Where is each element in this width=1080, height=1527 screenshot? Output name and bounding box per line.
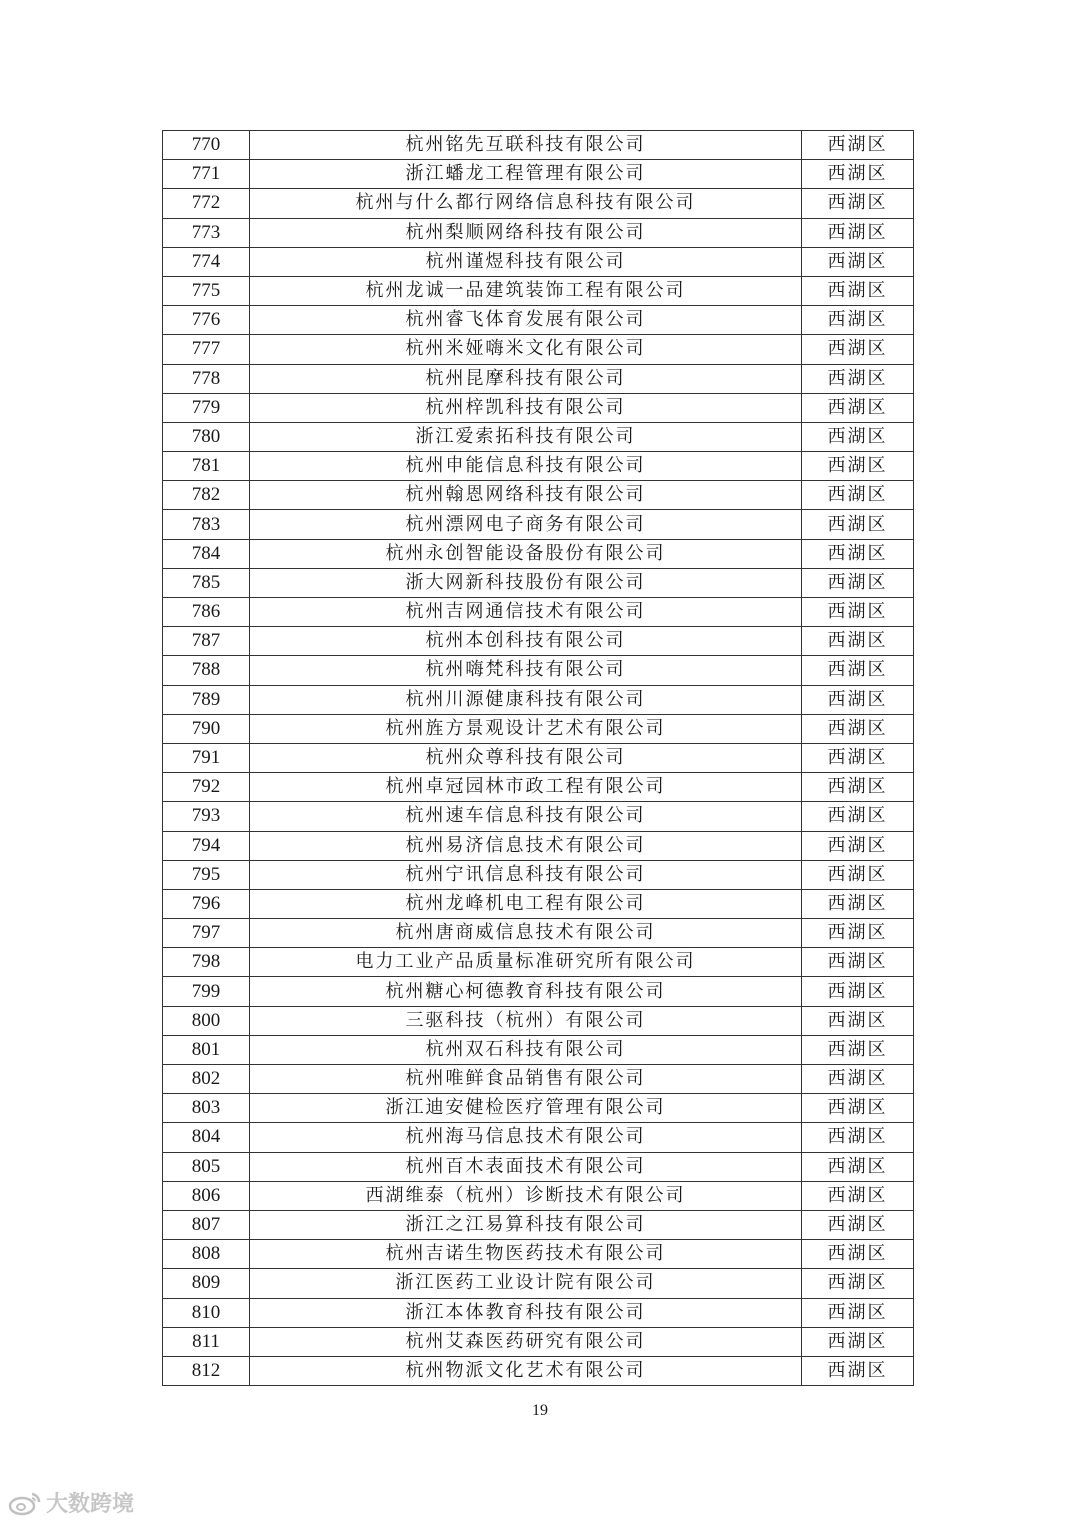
- company-name: 浙江医药工业设计院有限公司: [250, 1269, 802, 1298]
- row-number: 794: [163, 831, 250, 860]
- district: 西湖区: [802, 481, 914, 510]
- row-number: 805: [163, 1152, 250, 1181]
- company-name: 杭州铭先互联科技有限公司: [250, 131, 802, 160]
- company-name: 杭州龙诚一品建筑装饰工程有限公司: [250, 276, 802, 305]
- district: 西湖区: [802, 1006, 914, 1035]
- row-number: 791: [163, 743, 250, 772]
- table-row: [163, 364, 914, 393]
- company-name: 杭州睿飞体育发展有限公司: [250, 306, 802, 335]
- company-name: 杭州糖心柯德教育科技有限公司: [250, 977, 802, 1006]
- district: 西湖区: [802, 1152, 914, 1181]
- row-number: 775: [163, 276, 250, 305]
- district: 西湖区: [802, 1065, 914, 1094]
- district: 西湖区: [802, 1240, 914, 1269]
- district: 西湖区: [802, 1210, 914, 1239]
- company-name: 杭州本创科技有限公司: [250, 627, 802, 656]
- row-number: 788: [163, 656, 250, 685]
- table-row: [163, 1269, 914, 1298]
- district: 西湖区: [802, 889, 914, 918]
- table-row: [163, 306, 914, 335]
- company-name: 杭州申能信息科技有限公司: [250, 452, 802, 481]
- table-row: [163, 160, 914, 189]
- district: 西湖区: [802, 1327, 914, 1356]
- district: 西湖区: [802, 393, 914, 422]
- row-number: 786: [163, 598, 250, 627]
- district: 西湖区: [802, 422, 914, 451]
- table-row: [163, 422, 914, 451]
- company-name: 杭州永创智能设备股份有限公司: [250, 539, 802, 568]
- table-row: [163, 743, 914, 772]
- district: 西湖区: [802, 364, 914, 393]
- company-name: 杭州唐商威信息技术有限公司: [250, 919, 802, 948]
- row-number: 799: [163, 977, 250, 1006]
- row-number: 810: [163, 1298, 250, 1327]
- company-name: 西湖维泰（杭州）诊断技术有限公司: [250, 1181, 802, 1210]
- table-row: [163, 510, 914, 539]
- company-name: 三驱科技（杭州）有限公司: [250, 1006, 802, 1035]
- district: 西湖区: [802, 568, 914, 597]
- district: 西湖区: [802, 919, 914, 948]
- row-number: 778: [163, 364, 250, 393]
- table-row: [163, 568, 914, 597]
- company-name: 杭州旌方景观设计艺术有限公司: [250, 714, 802, 743]
- row-number: 804: [163, 1123, 250, 1152]
- table-row: [163, 1123, 914, 1152]
- district: 西湖区: [802, 1035, 914, 1064]
- row-number: 779: [163, 393, 250, 422]
- table-row: [163, 1152, 914, 1181]
- table-row: [163, 247, 914, 276]
- row-number: 784: [163, 539, 250, 568]
- table-row: [163, 598, 914, 627]
- row-number: 801: [163, 1035, 250, 1064]
- company-name: 杭州卓冠园林市政工程有限公司: [250, 773, 802, 802]
- table-row: [163, 1006, 914, 1035]
- district: 西湖区: [802, 831, 914, 860]
- company-name: 杭州海马信息技术有限公司: [250, 1123, 802, 1152]
- watermark: [8, 1487, 134, 1518]
- row-number: 772: [163, 189, 250, 218]
- row-number: 795: [163, 860, 250, 889]
- table-row: [163, 481, 914, 510]
- table-row: [163, 627, 914, 656]
- district: 西湖区: [802, 598, 914, 627]
- table-row: [163, 977, 914, 1006]
- district: 西湖区: [802, 1356, 914, 1385]
- table-row: [163, 1094, 914, 1123]
- row-number: 812: [163, 1356, 250, 1385]
- table-body: [163, 131, 914, 1386]
- table-row: [163, 131, 914, 160]
- company-name: 杭州宁讯信息科技有限公司: [250, 860, 802, 889]
- district: 西湖区: [802, 189, 914, 218]
- district: 西湖区: [802, 714, 914, 743]
- company-name: 杭州双石科技有限公司: [250, 1035, 802, 1064]
- table-row: [163, 860, 914, 889]
- table-row: [163, 1327, 914, 1356]
- company-name: 杭州物派文化艺术有限公司: [250, 1356, 802, 1385]
- company-name: 浙江迪安健检医疗管理有限公司: [250, 1094, 802, 1123]
- company-name: 杭州吉诺生物医药技术有限公司: [250, 1240, 802, 1269]
- district: 西湖区: [802, 131, 914, 160]
- table-row: [163, 685, 914, 714]
- district: 西湖区: [802, 1298, 914, 1327]
- company-name: 杭州百木表面技术有限公司: [250, 1152, 802, 1181]
- weibo-logo-icon: [8, 1490, 42, 1516]
- row-number: 783: [163, 510, 250, 539]
- district: 西湖区: [802, 1094, 914, 1123]
- table-row: [163, 539, 914, 568]
- company-name: 杭州梓凯科技有限公司: [250, 393, 802, 422]
- district: 西湖区: [802, 977, 914, 1006]
- district: 西湖区: [802, 627, 914, 656]
- company-name: 浙江本体教育科技有限公司: [250, 1298, 802, 1327]
- row-number: 785: [163, 568, 250, 597]
- district: 西湖区: [802, 685, 914, 714]
- district: 西湖区: [802, 276, 914, 305]
- district: 西湖区: [802, 452, 914, 481]
- company-name: 浙大网新科技股份有限公司: [250, 568, 802, 597]
- company-name: 杭州龙峰机电工程有限公司: [250, 889, 802, 918]
- district: 西湖区: [802, 802, 914, 831]
- table-row: [163, 335, 914, 364]
- row-number: 798: [163, 948, 250, 977]
- row-number: 777: [163, 335, 250, 364]
- row-number: 793: [163, 802, 250, 831]
- row-number: 802: [163, 1065, 250, 1094]
- table-row: [163, 919, 914, 948]
- row-number: 771: [163, 160, 250, 189]
- table-row: [163, 452, 914, 481]
- district: 西湖区: [802, 1269, 914, 1298]
- district: 西湖区: [802, 335, 914, 364]
- district: 西湖区: [802, 773, 914, 802]
- table-row: [163, 393, 914, 422]
- row-number: 774: [163, 247, 250, 276]
- table-row: [163, 1035, 914, 1064]
- company-name: 杭州梨顺网络科技有限公司: [250, 218, 802, 247]
- table-row: [163, 773, 914, 802]
- row-number: 803: [163, 1094, 250, 1123]
- company-name: 杭州与什么都行网络信息科技有限公司: [250, 189, 802, 218]
- company-name: 杭州众尊科技有限公司: [250, 743, 802, 772]
- row-number: 800: [163, 1006, 250, 1035]
- page-number: 19: [532, 1402, 548, 1419]
- table-row: [163, 831, 914, 860]
- row-number: 789: [163, 685, 250, 714]
- table-row: [163, 1181, 914, 1210]
- table-row: [163, 1210, 914, 1239]
- company-name: 杭州易济信息技术有限公司: [250, 831, 802, 860]
- row-number: 773: [163, 218, 250, 247]
- row-number: 770: [163, 131, 250, 160]
- row-number: 776: [163, 306, 250, 335]
- table-row: [163, 276, 914, 305]
- row-number: 808: [163, 1240, 250, 1269]
- company-name: 浙江之江易算科技有限公司: [250, 1210, 802, 1239]
- district: 西湖区: [802, 539, 914, 568]
- district: 西湖区: [802, 860, 914, 889]
- district: 西湖区: [802, 948, 914, 977]
- row-number: 781: [163, 452, 250, 481]
- row-number: 792: [163, 773, 250, 802]
- row-number: 782: [163, 481, 250, 510]
- table-row: [163, 802, 914, 831]
- district: 西湖区: [802, 1181, 914, 1210]
- company-name: 浙江爱索拓科技有限公司: [250, 422, 802, 451]
- row-number: 806: [163, 1181, 250, 1210]
- company-table: [162, 130, 914, 1386]
- table-row: [163, 1065, 914, 1094]
- company-name: 杭州漂网电子商务有限公司: [250, 510, 802, 539]
- district: 西湖区: [802, 160, 914, 189]
- company-name: 杭州翰恩网络科技有限公司: [250, 481, 802, 510]
- company-name: 浙江蟠龙工程管理有限公司: [250, 160, 802, 189]
- row-number: 807: [163, 1210, 250, 1239]
- company-name: 电力工业产品质量标准研究所有限公司: [250, 948, 802, 977]
- company-name: 杭州昆摩科技有限公司: [250, 364, 802, 393]
- table-row: [163, 948, 914, 977]
- company-name: 杭州唯鲜食品销售有限公司: [250, 1065, 802, 1094]
- company-name: 杭州川源健康科技有限公司: [250, 685, 802, 714]
- company-name: 杭州吉网通信技术有限公司: [250, 598, 802, 627]
- district: 西湖区: [802, 656, 914, 685]
- company-name: 杭州谨煜科技有限公司: [250, 247, 802, 276]
- row-number: 796: [163, 889, 250, 918]
- district: 西湖区: [802, 247, 914, 276]
- table-row: [163, 1240, 914, 1269]
- table-row: [163, 889, 914, 918]
- company-name: 杭州速车信息科技有限公司: [250, 802, 802, 831]
- watermark-text: 大数跨境: [46, 1492, 135, 1517]
- table-row: [163, 1356, 914, 1385]
- company-name: 杭州艾森医药研究有限公司: [250, 1327, 802, 1356]
- table-row: [163, 189, 914, 218]
- table-row: [163, 656, 914, 685]
- district: 西湖区: [802, 218, 914, 247]
- district: 西湖区: [802, 743, 914, 772]
- company-name: 杭州米娅嗨米文化有限公司: [250, 335, 802, 364]
- row-number: 787: [163, 627, 250, 656]
- row-number: 811: [163, 1327, 250, 1356]
- district: 西湖区: [802, 306, 914, 335]
- district: 西湖区: [802, 510, 914, 539]
- table-row: [163, 218, 914, 247]
- row-number: 809: [163, 1269, 250, 1298]
- row-number: 780: [163, 422, 250, 451]
- table-row: [163, 714, 914, 743]
- row-number: 797: [163, 919, 250, 948]
- row-number: 790: [163, 714, 250, 743]
- company-name: 杭州嗨梵科技有限公司: [250, 656, 802, 685]
- table-row: [163, 1298, 914, 1327]
- district: 西湖区: [802, 1123, 914, 1152]
